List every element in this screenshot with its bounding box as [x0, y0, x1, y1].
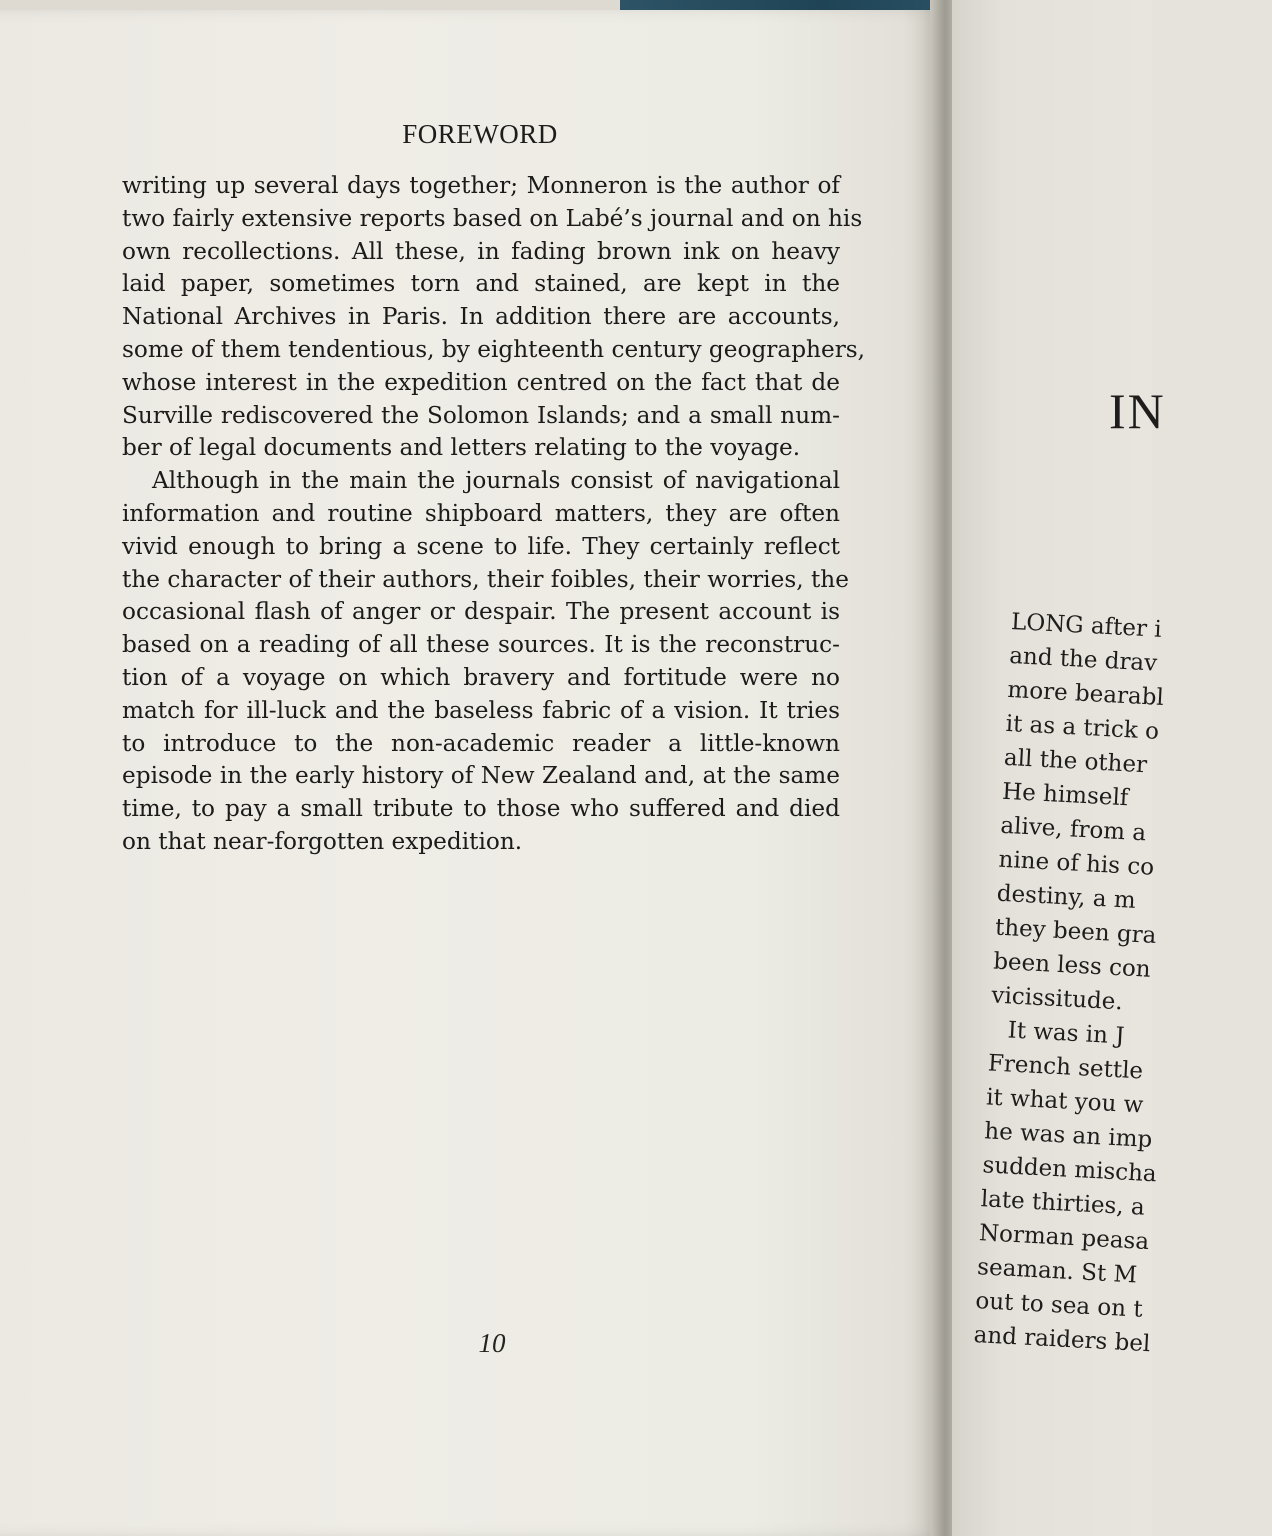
text-line: laid paper, sometimes torn and stained, are kept in the [122, 270, 840, 298]
text-line: vicissitude. [990, 982, 1124, 1016]
running-head: FOREWORD [402, 119, 558, 149]
text-line: all the other [1003, 744, 1148, 779]
text-line: French settle [987, 1050, 1144, 1085]
text-line: National Archives in Paris. In addition there are accounts, [122, 303, 840, 331]
text-line: episode in the early history of New Zealand and, at the same [122, 762, 840, 790]
right-page-text [973, 605, 1272, 1366]
text-line: been less con [992, 948, 1152, 983]
text-line: sudden mischa [981, 1152, 1158, 1188]
chapter-title-fragment: IN [1109, 383, 1166, 439]
text-line: some of them tendentious, by eighteenth century geographers, [122, 335, 866, 363]
page-number: 10 [478, 1328, 506, 1358]
text-line: late thirties, a [980, 1186, 1146, 1221]
text-line: nine of his co [997, 846, 1155, 881]
text-line: Surville rediscovered the Solomon Islands; and a small num- [122, 401, 840, 429]
text-line: to introduce to the non-academic reader a little-known [122, 729, 840, 757]
text-line: it what you w [985, 1084, 1144, 1119]
text-line: It was in J [1007, 1017, 1126, 1050]
text-line: information and routine shipboard matters, they are often [122, 499, 840, 527]
text-line: the character of their authors, their foibles, their worries, the [122, 565, 849, 593]
text-line: alive, from a [999, 812, 1147, 847]
text-line: match for ill-luck and the baseless fabric of a vision. It tries [122, 696, 840, 724]
text-line: time, to pay a small tribute to those who suffered and died [122, 795, 840, 823]
text-line: it as a trick o [1005, 710, 1160, 745]
text-line: own recollections. All these, in fading brown ink on heavy [122, 237, 840, 265]
text-line: LONG after i [1010, 608, 1163, 643]
text-line: Norman peasa [978, 1220, 1150, 1256]
text-line: seaman. St M [976, 1254, 1138, 1289]
body-text [122, 170, 866, 859]
text-line: more bearabl [1006, 676, 1165, 712]
text-line: occasional flash of anger or despair. The present account is [122, 598, 840, 626]
text-line: He himself [1001, 778, 1129, 812]
text-line: tion of a voyage on which bravery and fortitude were no [122, 663, 840, 691]
text-line: ber of legal documents and letters relating to the voyage. [122, 434, 801, 462]
text-line: Although in the main the journals consist of navigational [152, 467, 840, 495]
text-line: whose interest in the expedition centred on the fact that de [122, 368, 840, 396]
text-line: and the drav [1008, 642, 1158, 677]
text-line: and raiders bel [973, 1322, 1151, 1358]
text-line: vivid enough to bring a scene to life. They certainly reflect [122, 532, 840, 560]
text-line: based on a reading of all these sources. It is the reconstruc- [122, 631, 840, 659]
text-line: he was an imp [983, 1118, 1153, 1154]
text-line: writing up several days together; Monneron is the author of [122, 172, 840, 199]
text-line: on that near-forgotten expedition. [122, 827, 523, 855]
right-page [952, 0, 1166, 1536]
text-line: they been gra [994, 914, 1158, 949]
text-line: out to sea on t [974, 1288, 1144, 1323]
text-line: two fairly extensive reports based on Labé’s journal and on his [122, 204, 863, 232]
text-line: destiny, a m [996, 880, 1137, 914]
